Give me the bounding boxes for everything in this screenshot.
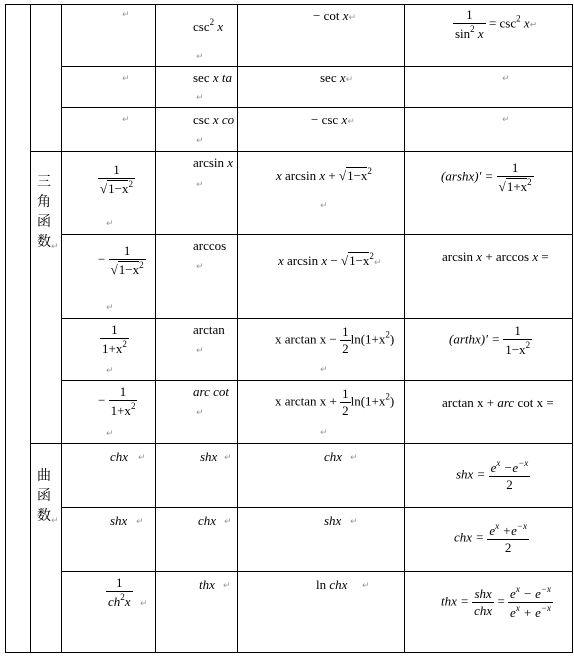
cell-r7-c1: − $\frac{1}{1+x^2}$ ↵ (98, 384, 136, 438)
cell-r3-c3: − csc x↵ (311, 112, 355, 127)
cell-r8-c3: chx ↵ (324, 449, 358, 464)
cell-r2-c2: sec x ta ↵ (193, 70, 232, 102)
cell-r6-c1: $\frac{1}{1+x^2}$ ↵ (102, 322, 127, 375)
cell-r4-c1: $\frac{1}{√1-x^2}$ ↵ (100, 162, 133, 228)
cell-r8-c4: shx = $\frac{e^x -e^{-x}}{2}$ (456, 458, 529, 492)
return-mark: ↵ (122, 73, 130, 83)
return-mark: ↵ (502, 114, 510, 124)
table-border (5, 652, 573, 653)
cell-r5-c1: − $\frac{1}{√1-x^2}$ ↵ (98, 243, 144, 312)
return-mark: ↵ (502, 73, 510, 83)
cell-r6-c4: (arthx)′ = $\frac{1}{1-x^2}$ (449, 323, 531, 357)
group-label-trig: 三 角 函 数 ↵ (37, 174, 59, 251)
cell-r8-c2: shx ↵ (200, 449, 232, 464)
cell-r4-c2: arcsin x ↵ (193, 155, 234, 189)
cell-r9-c2: chx ↵ (198, 513, 232, 528)
cell-r7-c2: arc cot ↵ (193, 384, 229, 417)
return-mark: ↵ (122, 9, 130, 19)
cell-r1-c3: − cot x↵ (313, 8, 357, 23)
cell-r10-c2: thx ↵ (199, 577, 231, 592)
cell-r7-c4: arctan x + arc cot x = (442, 395, 554, 410)
cell-r3-c2: csc x co ↵ (193, 112, 235, 145)
cell-r9-c1: shx ↵ (110, 513, 144, 528)
cell-r9-c3: shx ↵ (324, 513, 358, 528)
cell-r9-c4: chx = $\frac{e^x +e^{-x}}{2}$ (454, 521, 527, 555)
cell-r1-c2: $\csc^2 x$ ↵ (193, 17, 224, 61)
table-border (30, 4, 31, 653)
cell-r5-c3: x $\arcsin x - √1-x^2↵$ (278, 251, 382, 268)
cell-r6-c3: x arctan x − $\frac{1}{2}$ $\ln(1+x^2)$ ↵ (275, 324, 395, 374)
group-label-hyp: 曲 函 数 ↵ (37, 468, 59, 525)
cell-r4-c4: (arshx)′ = $\frac{1}{√1+x^2}$ (441, 160, 532, 194)
cell-r6-c2: arctan ↵ (193, 322, 225, 355)
cell-r1-c4: $\frac{1}{\sin^2 x}$ = $\csc^2$ x↵ (455, 7, 538, 41)
cell-r7-c3: x arctan x + $\frac{1}{2}$ $\ln(1+x^2)$ ↵ (275, 386, 395, 437)
cell-r10-c1: $\frac{1}{ch^2x}$ ↵ (108, 575, 148, 609)
cell-r10-c3: ln chx ↵ (316, 577, 370, 592)
cell-r5-c4: arcsin x + arccos x = (442, 249, 549, 264)
cell-r2-c3: sec x↵ (320, 70, 354, 85)
cell-r10-c4: thx = $\frac{\text{shx}}{\text{chx}}$ = $\frac{e^x - e^{-x}}{e^x + e^{-x}}$ (441, 584, 551, 620)
cell-r8-c1: chx ↵ (110, 449, 146, 464)
cell-r4-c3: x $\arcsin x + √1-x^2$ ↵ (276, 166, 372, 210)
cell-r5-c2: arccos ↵ (193, 238, 227, 271)
return-mark: ↵ (122, 114, 130, 124)
table-border (5, 4, 6, 653)
